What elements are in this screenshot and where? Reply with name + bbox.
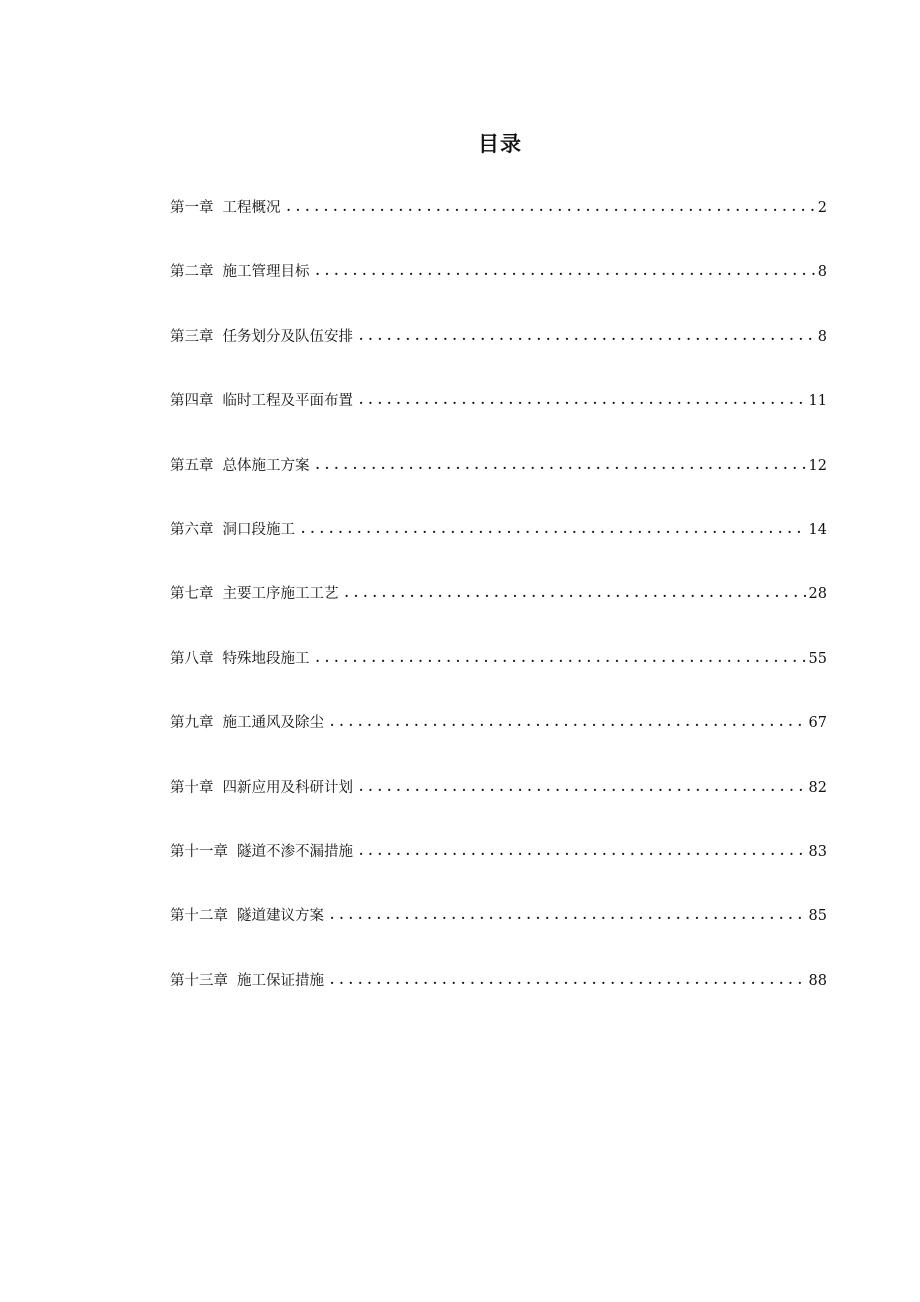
toc-page-number: 8 (817, 328, 827, 345)
toc-chapter-title: 总体施工方案 (222, 457, 310, 474)
toc-dot-leader (316, 455, 807, 475)
toc-chapter-label: 第十一章 (170, 843, 228, 860)
toc-entry[interactable] (170, 584, 827, 648)
toc-entry[interactable] (170, 327, 827, 391)
page-title: 目录 (478, 132, 522, 156)
toc-chapter-label: 第九章 (170, 715, 214, 732)
toc-chapter-title: 工程概况 (222, 200, 281, 216)
toc-page-number: 11 (808, 393, 827, 410)
toc-entry[interactable] (170, 842, 827, 906)
toc-page-number: 28 (808, 586, 827, 603)
toc-chapter-label: 第七章 (170, 586, 214, 603)
toc-chapter-label: 第六章 (170, 521, 214, 538)
toc-chapter-label: 第三章 (170, 328, 214, 345)
toc-entry[interactable] (170, 391, 827, 455)
toc-dot-leader (359, 390, 807, 410)
toc-chapter-label: 第二章 (170, 264, 214, 281)
toc-dot-leader (330, 970, 807, 990)
toc-page-number: 85 (808, 908, 827, 925)
toc-entry[interactable] (170, 971, 827, 1035)
toc-chapter-title: 任务划分及队伍安排 (222, 328, 353, 345)
toc-page-number: 2 (817, 200, 827, 216)
toc-dot-leader (287, 197, 816, 217)
toc-chapter-title: 施工通风及除尘 (222, 715, 324, 732)
toc-page-number: 83 (808, 843, 827, 860)
toc-entry[interactable] (170, 198, 827, 262)
toc-entry[interactable] (170, 262, 827, 326)
toc-chapter-label: 第十三章 (170, 972, 228, 989)
toc-dot-leader (359, 777, 807, 797)
toc-page-number: 12 (808, 457, 827, 474)
toc-page-number: 14 (808, 521, 827, 538)
toc-page-number: 8 (817, 264, 827, 281)
toc-chapter-label: 第八章 (170, 650, 214, 667)
toc-chapter-title: 施工管理目标 (222, 264, 310, 281)
toc-chapter-title: 施工保证措施 (237, 972, 324, 989)
toc-entry[interactable] (170, 456, 827, 520)
toc-chapter-label: 第十二章 (170, 908, 228, 925)
toc-page-number: 55 (808, 650, 827, 667)
toc-entry[interactable] (170, 906, 827, 970)
toc-dot-leader (316, 261, 816, 281)
toc-list (170, 198, 827, 1035)
toc-chapter-title: 洞口段施工 (222, 521, 295, 538)
toc-dot-leader (345, 583, 807, 603)
toc-dot-leader (301, 519, 807, 539)
toc-dot-leader (316, 648, 807, 668)
toc-dot-leader (359, 326, 816, 346)
toc-page-number: 82 (808, 779, 827, 796)
toc-page-number: 67 (808, 715, 827, 732)
toc-entry[interactable] (170, 520, 827, 584)
toc-chapter-title: 隧道建议方案 (237, 908, 324, 925)
toc-chapter-title: 隧道不渗不漏措施 (237, 843, 353, 860)
toc-chapter-label: 第五章 (170, 457, 214, 474)
toc-chapter-label: 第十章 (170, 779, 214, 796)
toc-chapter-label: 第四章 (170, 393, 214, 410)
toc-entry[interactable] (170, 713, 827, 777)
toc-chapter-title: 四新应用及科研计划 (222, 779, 353, 796)
toc-dot-leader (330, 905, 807, 925)
toc-entry[interactable] (170, 778, 827, 842)
toc-dot-leader (359, 841, 807, 861)
toc-chapter-title: 临时工程及平面布置 (222, 393, 353, 410)
toc-chapter-label: 第一章 (170, 200, 214, 216)
toc-dot-leader (330, 712, 807, 732)
toc-page-number: 88 (808, 972, 827, 989)
toc-chapter-title: 特殊地段施工 (222, 650, 310, 667)
toc-entry[interactable] (170, 649, 827, 713)
toc-chapter-title: 主要工序施工工艺 (222, 586, 339, 603)
